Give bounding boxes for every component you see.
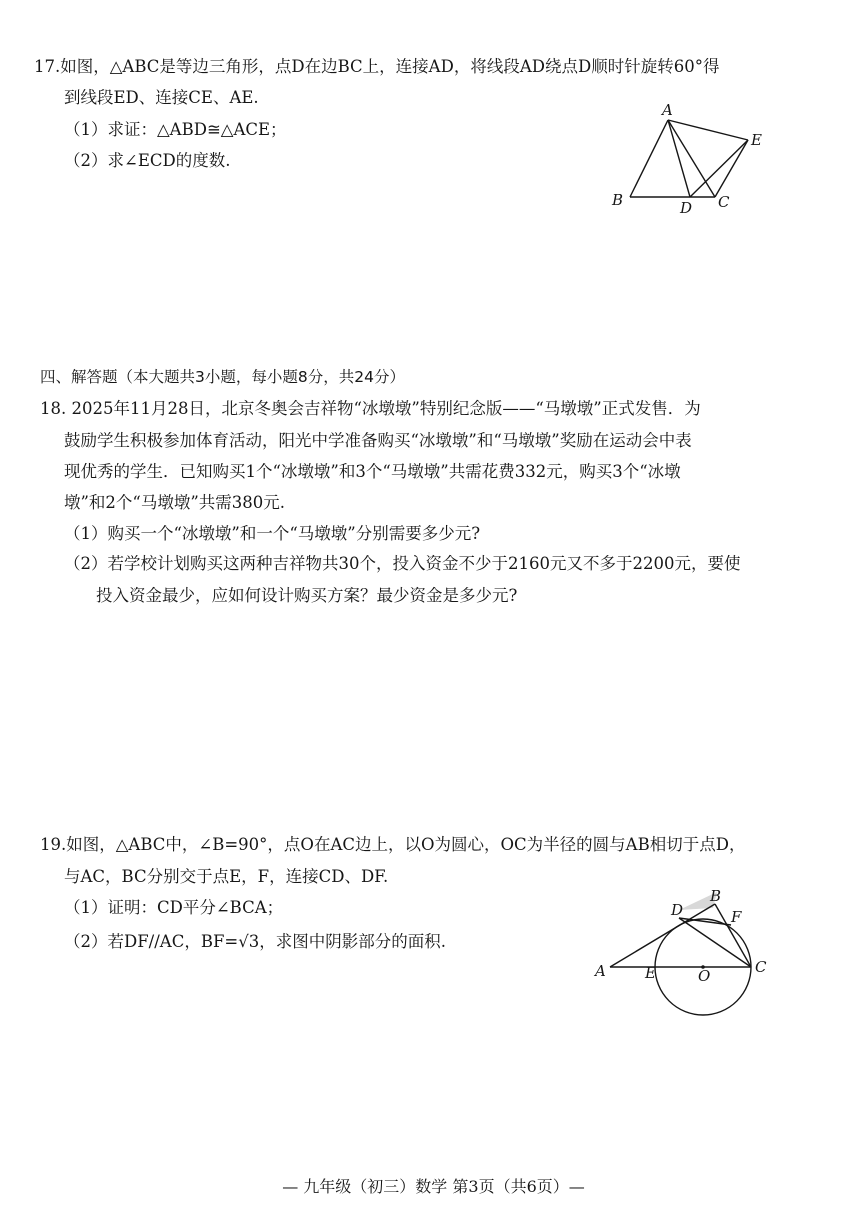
q18-line2: 鼓励学生积极参加体育活动，阳光中学准备购买“冰墩墩”和“马墩墩”奖励在运动会中表 <box>64 431 692 450</box>
q19-part1: （1）证明：CD平分∠BCA； <box>64 898 284 917</box>
page-footer: — 九年级（初三）数学 第3页（共6页）— <box>282 1177 585 1196</box>
q19-line1: 19.如图，△ABC中，∠B=90°，点O在AC边上，以O为圆心，OC为半径的圆与AB相切于点D， <box>40 835 746 854</box>
q18-part1: （1）购买一个“冰墩墩”和一个“马墩墩”分别需要多少元? <box>64 524 481 543</box>
q17-label-b: B <box>612 191 624 209</box>
q17-label-c: C <box>718 193 730 211</box>
q17-stem-line2: 到线段ED、连接CE、AE. <box>64 88 259 107</box>
q17-part2: （2）求∠ECD的度数. <box>64 151 231 170</box>
q19-label-b: B <box>710 887 722 905</box>
q19-label-e: E <box>645 964 656 982</box>
q18-line1: 18. 2025年11月28日，北京冬奥会吉祥物“冰墩墩”特别纪念版——“马墩墩”正式发售．为 <box>40 399 701 418</box>
q17-segment-de <box>690 140 748 197</box>
q18-part2-line2: 投入资金最少，应如何设计购买方案？最少资金是多少元? <box>96 586 518 605</box>
q17-label-e: E <box>751 131 762 149</box>
q19-line2: 与AC，BC分别交于点E，F，连接CD、DF. <box>64 867 389 886</box>
q17-segment-ae <box>668 120 748 140</box>
q19-label-a: A <box>595 962 606 980</box>
q17-label-a: A <box>662 101 673 119</box>
q17-segment-ac <box>668 120 715 197</box>
q17-segment-ab <box>630 120 668 197</box>
q18-part2-line1: （2）若学校计划购买这两种吉祥物共30个，投入资金不少于2160元又不多于2200元，要使 <box>64 554 741 573</box>
q18-line3: 现优秀的学生．已知购买1个“冰墩墩”和3个“马墩墩”共需花费332元，购买3个“冰墩 <box>64 462 681 481</box>
q19-segment-ab <box>610 904 715 967</box>
q19-part2: （2）若DF//AC，BF=√3，求图中阴影部分的面积. <box>64 932 446 951</box>
q17-part1: （1）求证：△ABD≅△ACE； <box>64 120 287 139</box>
q19-label-o: O <box>698 967 711 985</box>
q17-segment-ad <box>668 120 690 197</box>
q17-triangle-figure <box>600 95 780 220</box>
q18-line4: 墩”和2个“马墩墩”共需380元. <box>64 493 286 512</box>
q17-stem-line1: 17.如图，△ABC是等边三角形，点D在边BC上，连接AD，将线段AD绕点D顺时针旋转60°得 <box>34 57 720 76</box>
q19-label-d: D <box>671 901 684 919</box>
q19-circle-figure <box>585 880 785 1030</box>
q19-label-f: F <box>731 908 742 926</box>
section-heading: 四、解答题（本大题共3小题，每小题8分，共24分） <box>40 368 405 386</box>
q19-label-c: C <box>755 958 767 976</box>
q17-label-d: D <box>680 199 693 217</box>
